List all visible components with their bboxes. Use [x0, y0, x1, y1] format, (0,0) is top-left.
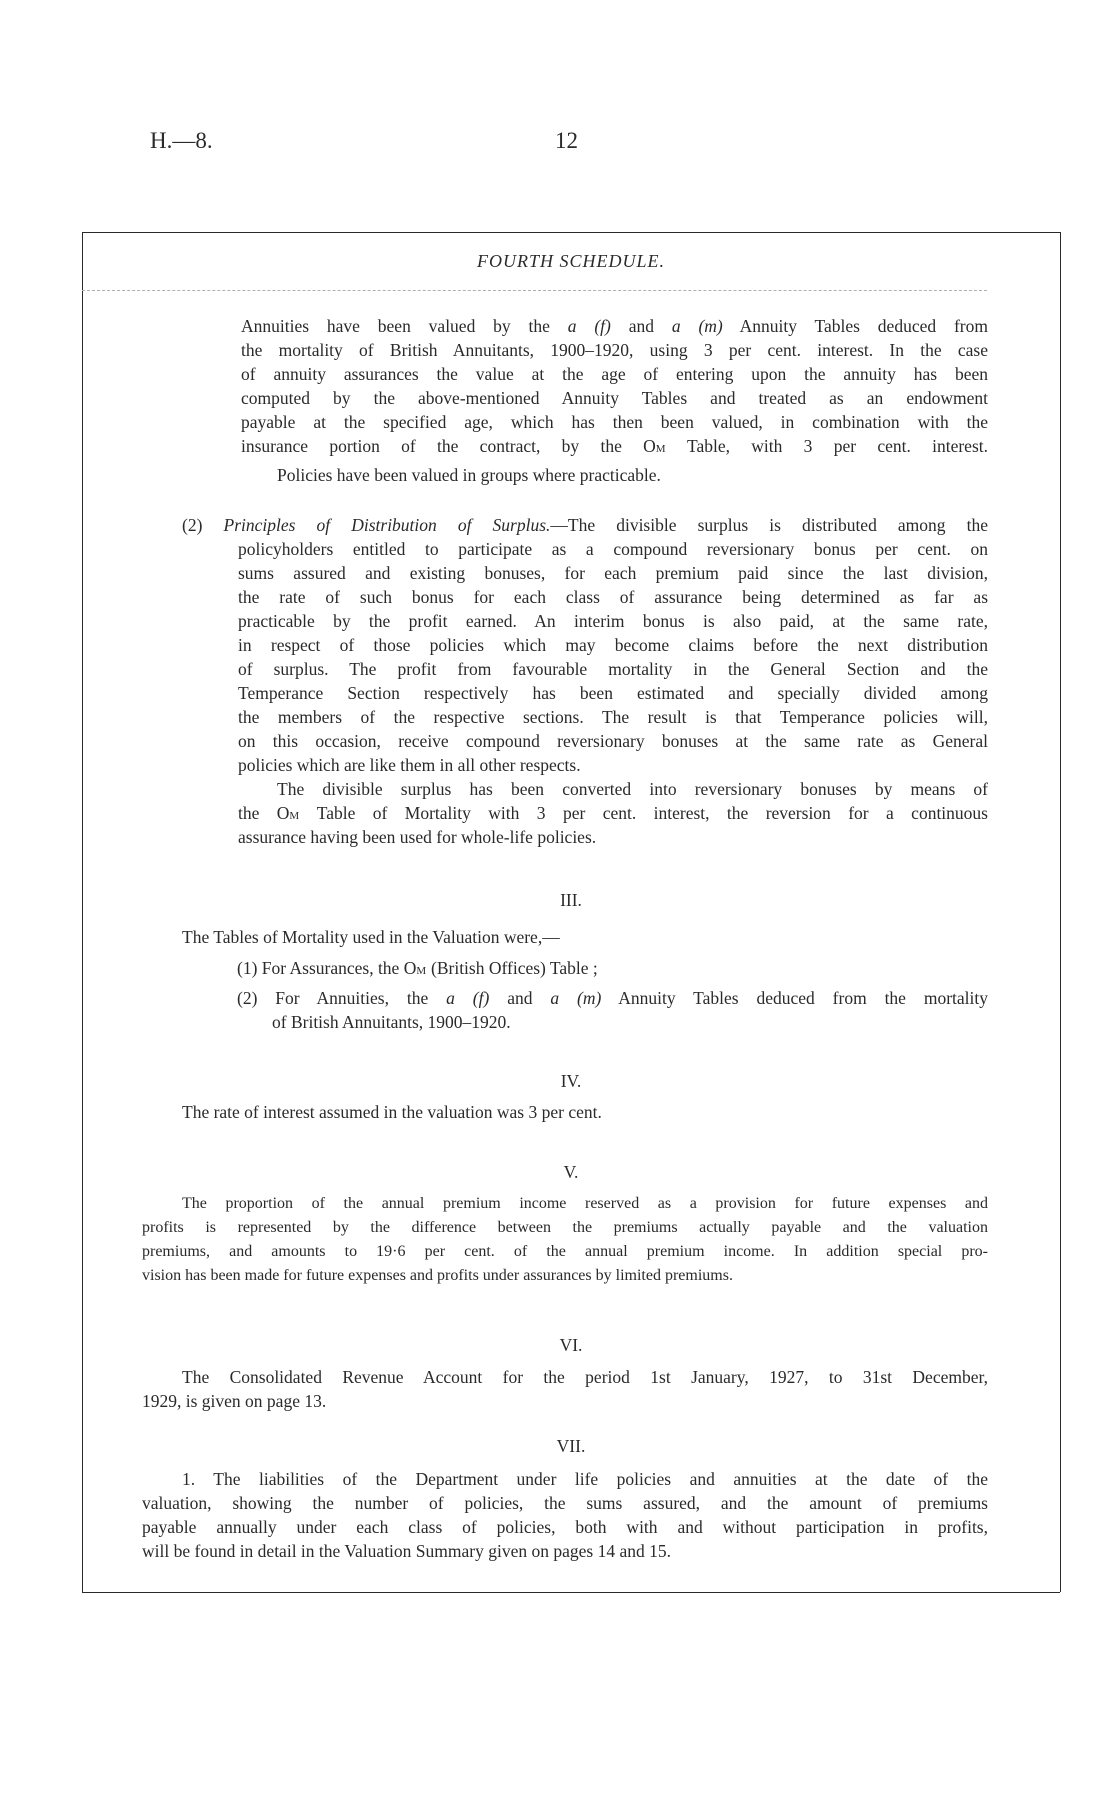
document-reference: H.—8.: [150, 128, 213, 153]
conversion-line-2: the OM Table of Mortality with 3 per cent. interest, the reversion for a continuous: [238, 803, 988, 823]
conversion-line-1: The divisible surplus has been converted into reversionary bonuses by means of: [277, 779, 988, 799]
section-vii-line-3: payable annually under each class of policies, both with and without participation in profits,: [142, 1517, 988, 1537]
frame-right-rule: [1060, 232, 1061, 1592]
section-iii-numeral: III.: [560, 890, 582, 910]
page-number: 12: [555, 128, 578, 153]
section-iii-intro: The Tables of Mortality used in the Valuation were,—: [182, 927, 560, 947]
frame-top-rule: [82, 232, 1060, 233]
section-v-numeral: V.: [563, 1162, 579, 1182]
section-vii-line-2: valuation, showing the number of policies, the sums assured, and the amount of premiums: [142, 1493, 988, 1513]
section-iii-item-2-cont: of British Annuitants, 1900–1920.: [272, 1012, 511, 1032]
section-vii-numeral: VII.: [556, 1436, 586, 1456]
section-iv-numeral: IV.: [560, 1071, 582, 1091]
valuation-line-5: payable at the specified age, which has then been valued, in combination with the: [241, 412, 988, 432]
distribution-line-10: on this occasion, receive compound reversionary bonuses at the same rate as General: [238, 731, 988, 751]
section-v-line-2: profits is represented by the difference between the premiums actually payable and the valuation: [142, 1219, 988, 1236]
section-iii-item-2: (2) For Annuities, the a (f) and a (m) Annuity Tables deduced from the mortality: [237, 988, 988, 1008]
title-rule: [82, 290, 987, 291]
frame-left-rule: [82, 232, 83, 1592]
distribution-line-8: Temperance Section respectively has been estimated and specially divided among: [238, 683, 988, 703]
section-vii-line-1: 1. The liabilities of the Department under life policies and annuities at the date of the: [182, 1469, 988, 1489]
valuation-line-1: Annuities have been valued by the a (f) and a (m) Annuity Tables deduced from: [241, 316, 988, 336]
section-iv-text: The rate of interest assumed in the valuation was 3 per cent.: [182, 1102, 602, 1122]
distribution-line-5: practicable by the profit earned. An interim bonus is also paid, at the same rate,: [238, 611, 988, 631]
valuation-line-6: insurance portion of the contract, by the OM Table, with 3 per cent. interest.: [241, 436, 988, 456]
schedule-title: FOURTH SCHEDULE.: [476, 251, 665, 271]
section-v-line-4: vision has been made for future expenses and profits under assurances by limited premiums.: [142, 1267, 733, 1284]
section-v-line-1: The proportion of the annual premium income reserved as a provision for future expenses and: [182, 1195, 988, 1212]
section-vi-line-1: The Consolidated Revenue Account for the period 1st January, 1927, to 31st December,: [182, 1367, 988, 1387]
distribution-line-1: (2) Principles of Distribution of Surplus.—The divisible surplus is distributed among the: [182, 515, 989, 535]
section-iii-item-1: (1) For Assurances, the OM (British Offices) Table ;: [237, 958, 598, 978]
distribution-line-2: policyholders entitled to participate as a compound reversionary bonus per cent. on: [238, 539, 988, 559]
distribution-line-7: of surplus. The profit from favourable mortality in the General Section and the: [238, 659, 988, 679]
valuation-line-4: computed by the above-mentioned Annuity Tables and treated as an endowment: [241, 388, 988, 408]
distribution-line-4: the rate of such bonus for each class of assurance being determined as far as: [238, 587, 988, 607]
groups-line: Policies have been valued in groups where practicable.: [277, 465, 661, 485]
distribution-line-11: policies which are like them in all other respects.: [238, 755, 581, 775]
distribution-line-6: in respect of those policies which may become claims before the next distribution: [238, 635, 988, 655]
section-v-line-3: premiums, and amounts to 19·6 per cent. of the annual premium income. In addition special pro-: [142, 1243, 988, 1260]
section-vii-line-4: will be found in detail in the Valuation Summary given on pages 14 and 15.: [142, 1541, 671, 1561]
valuation-line-2: the mortality of British Annuitants, 1900–1920, using 3 per cent. interest. In the case: [241, 340, 988, 360]
frame-bottom-rule: [82, 1592, 1060, 1593]
section-vi-numeral: VI.: [559, 1335, 583, 1355]
distribution-line-3: sums assured and existing bonuses, for each premium paid since the last division,: [238, 563, 988, 583]
distribution-line-9: the members of the respective sections. The result is that Temperance policies will,: [238, 707, 988, 727]
valuation-line-3: of annuity assurances the value at the age of entering upon the annuity has been: [241, 364, 988, 384]
conversion-line-3: assurance having been used for whole-life policies.: [238, 827, 597, 847]
section-vi-line-2: 1929, is given on page 13.: [142, 1391, 327, 1411]
